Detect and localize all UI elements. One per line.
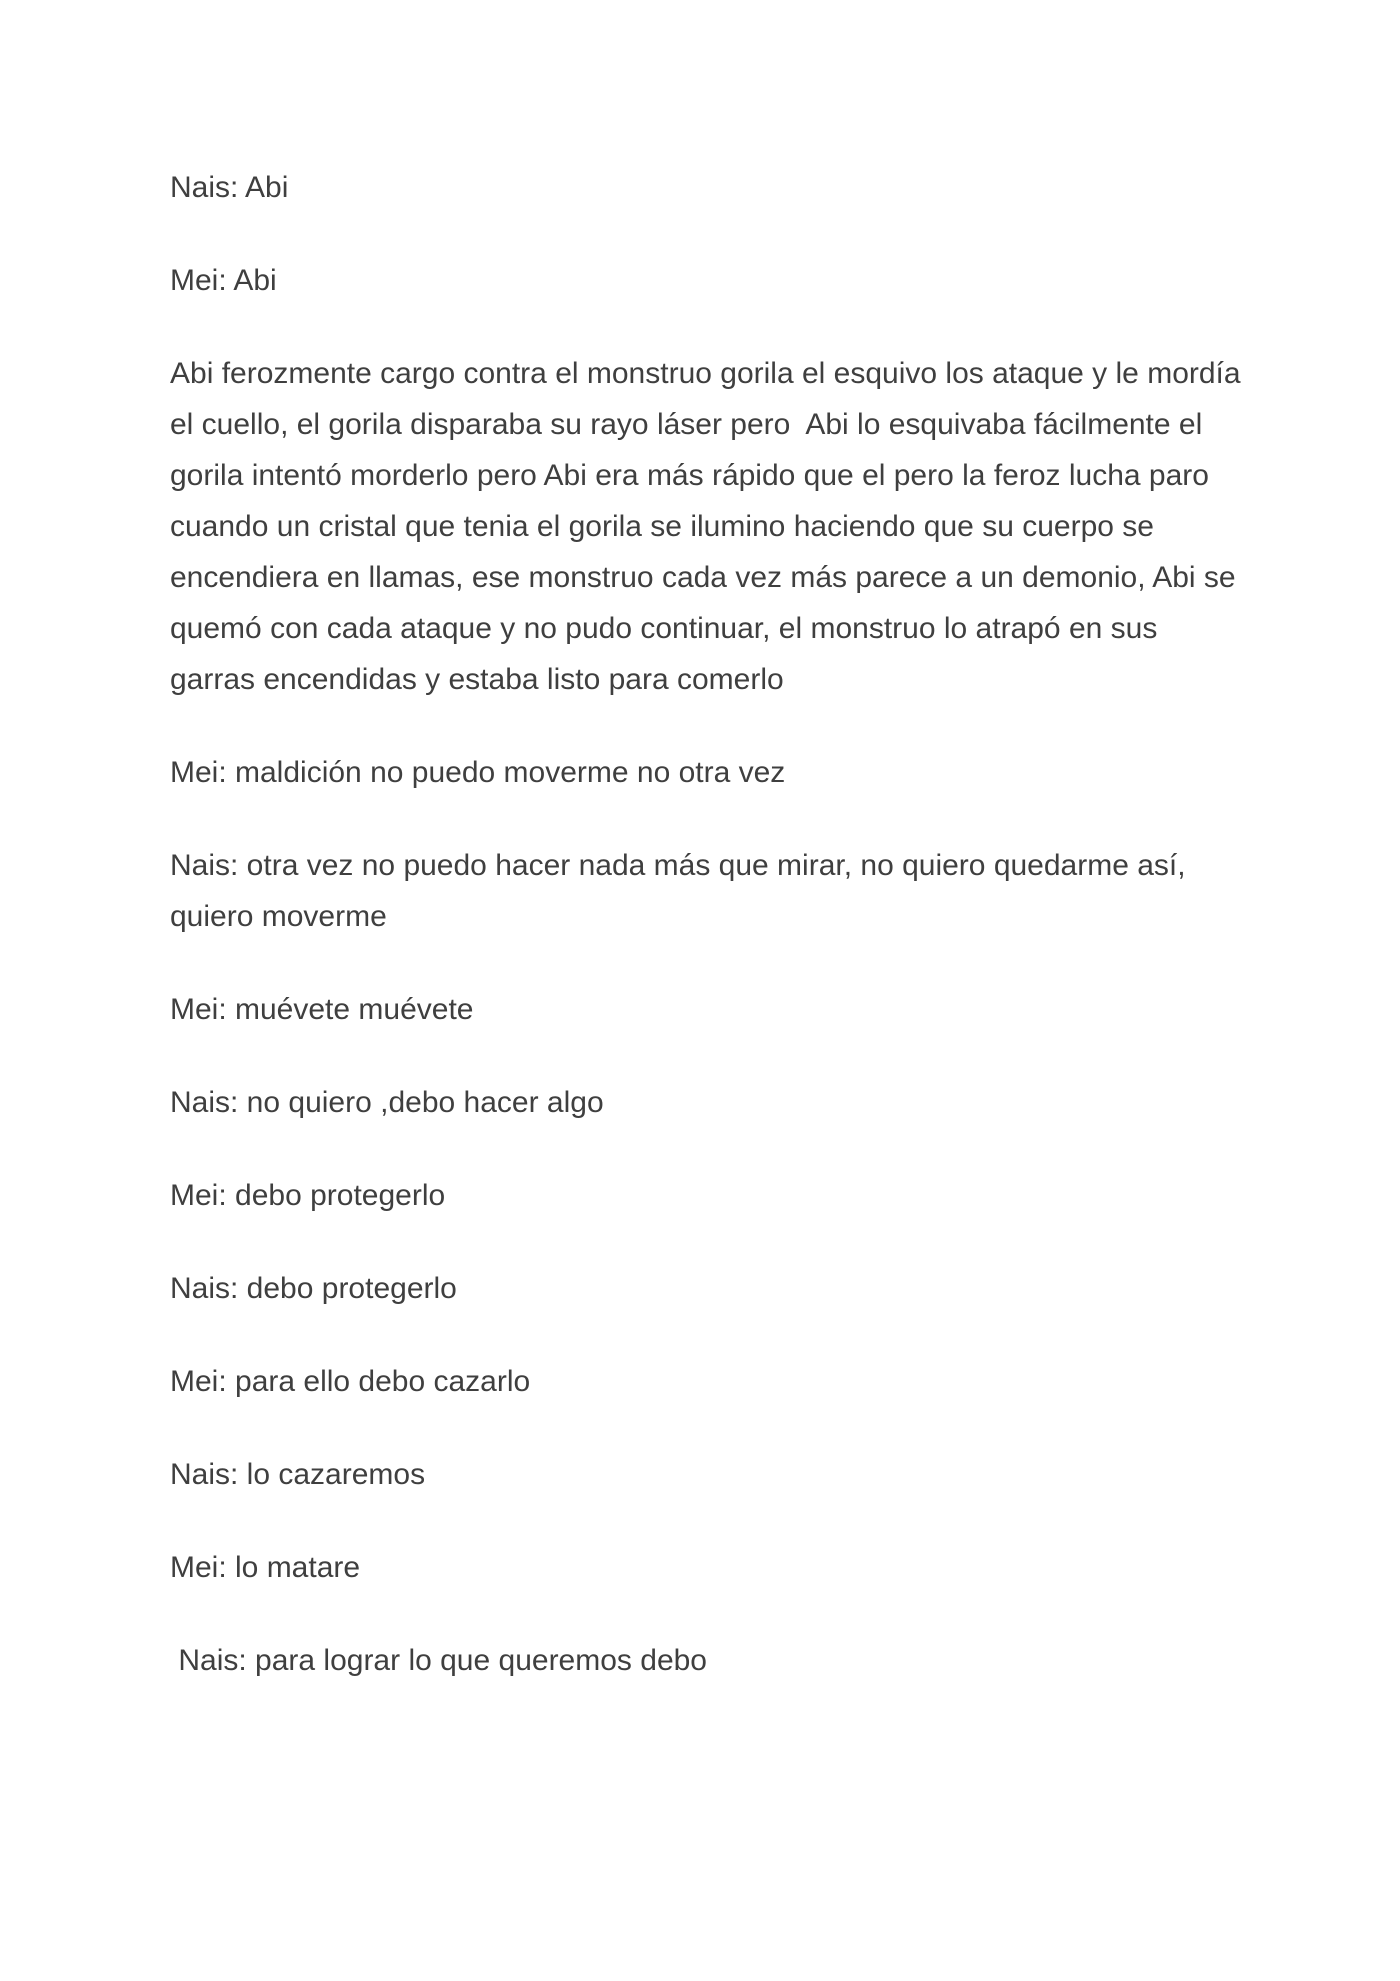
- dialogue-line: Nais: para lograr lo que queremos debo: [170, 1644, 707, 1677]
- dialogue-line: Mei: Abi: [170, 264, 277, 297]
- dialogue-line: Mei: muévete muévete: [170, 993, 474, 1026]
- dialogue-line: Mei: maldición no puedo moverme no otra vez: [170, 756, 786, 789]
- dialogue-line: Mei: para ello debo cazarlo: [170, 1365, 531, 1398]
- dialogue-line: Nais: no quiero ,debo hacer algo: [170, 1086, 604, 1119]
- dialogue-line: Mei: lo matare: [170, 1551, 361, 1584]
- dialogue-line: Nais: debo protegerlo: [170, 1272, 457, 1305]
- narrative-paragraph: Abi ferozmente cargo contra el monstruo gorila el esquivo los ataque y le mordía el cuello, el gorila disparaba su rayo láser pero Abi lo esquivaba fácilmente el gorila intentó morderlo pero Abi era más rápido que el pero la feroz lucha paro cuando un cristal que tenia el gorila se ilumino haciendo que su cuerpo se encendiera en llamas, ese monstruo cada vez más parece a un demonio, Abi se quemó con cada ataque y no pudo continuar, el monstruo lo atrapó en sus garras encendidas y estaba listo para comerlo: [170, 357, 1249, 696]
- dialogue-line: Nais: Abi: [170, 171, 289, 204]
- dialogue-line: Nais: otra vez no puedo hacer nada más que mirar, no quiero quedarme así, quiero moverme: [170, 849, 1194, 933]
- dialogue-line: Mei: debo protegerlo: [170, 1179, 446, 1212]
- dialogue-line: Nais: lo cazaremos: [170, 1458, 426, 1491]
- document-body: [170, 162, 1250, 1728]
